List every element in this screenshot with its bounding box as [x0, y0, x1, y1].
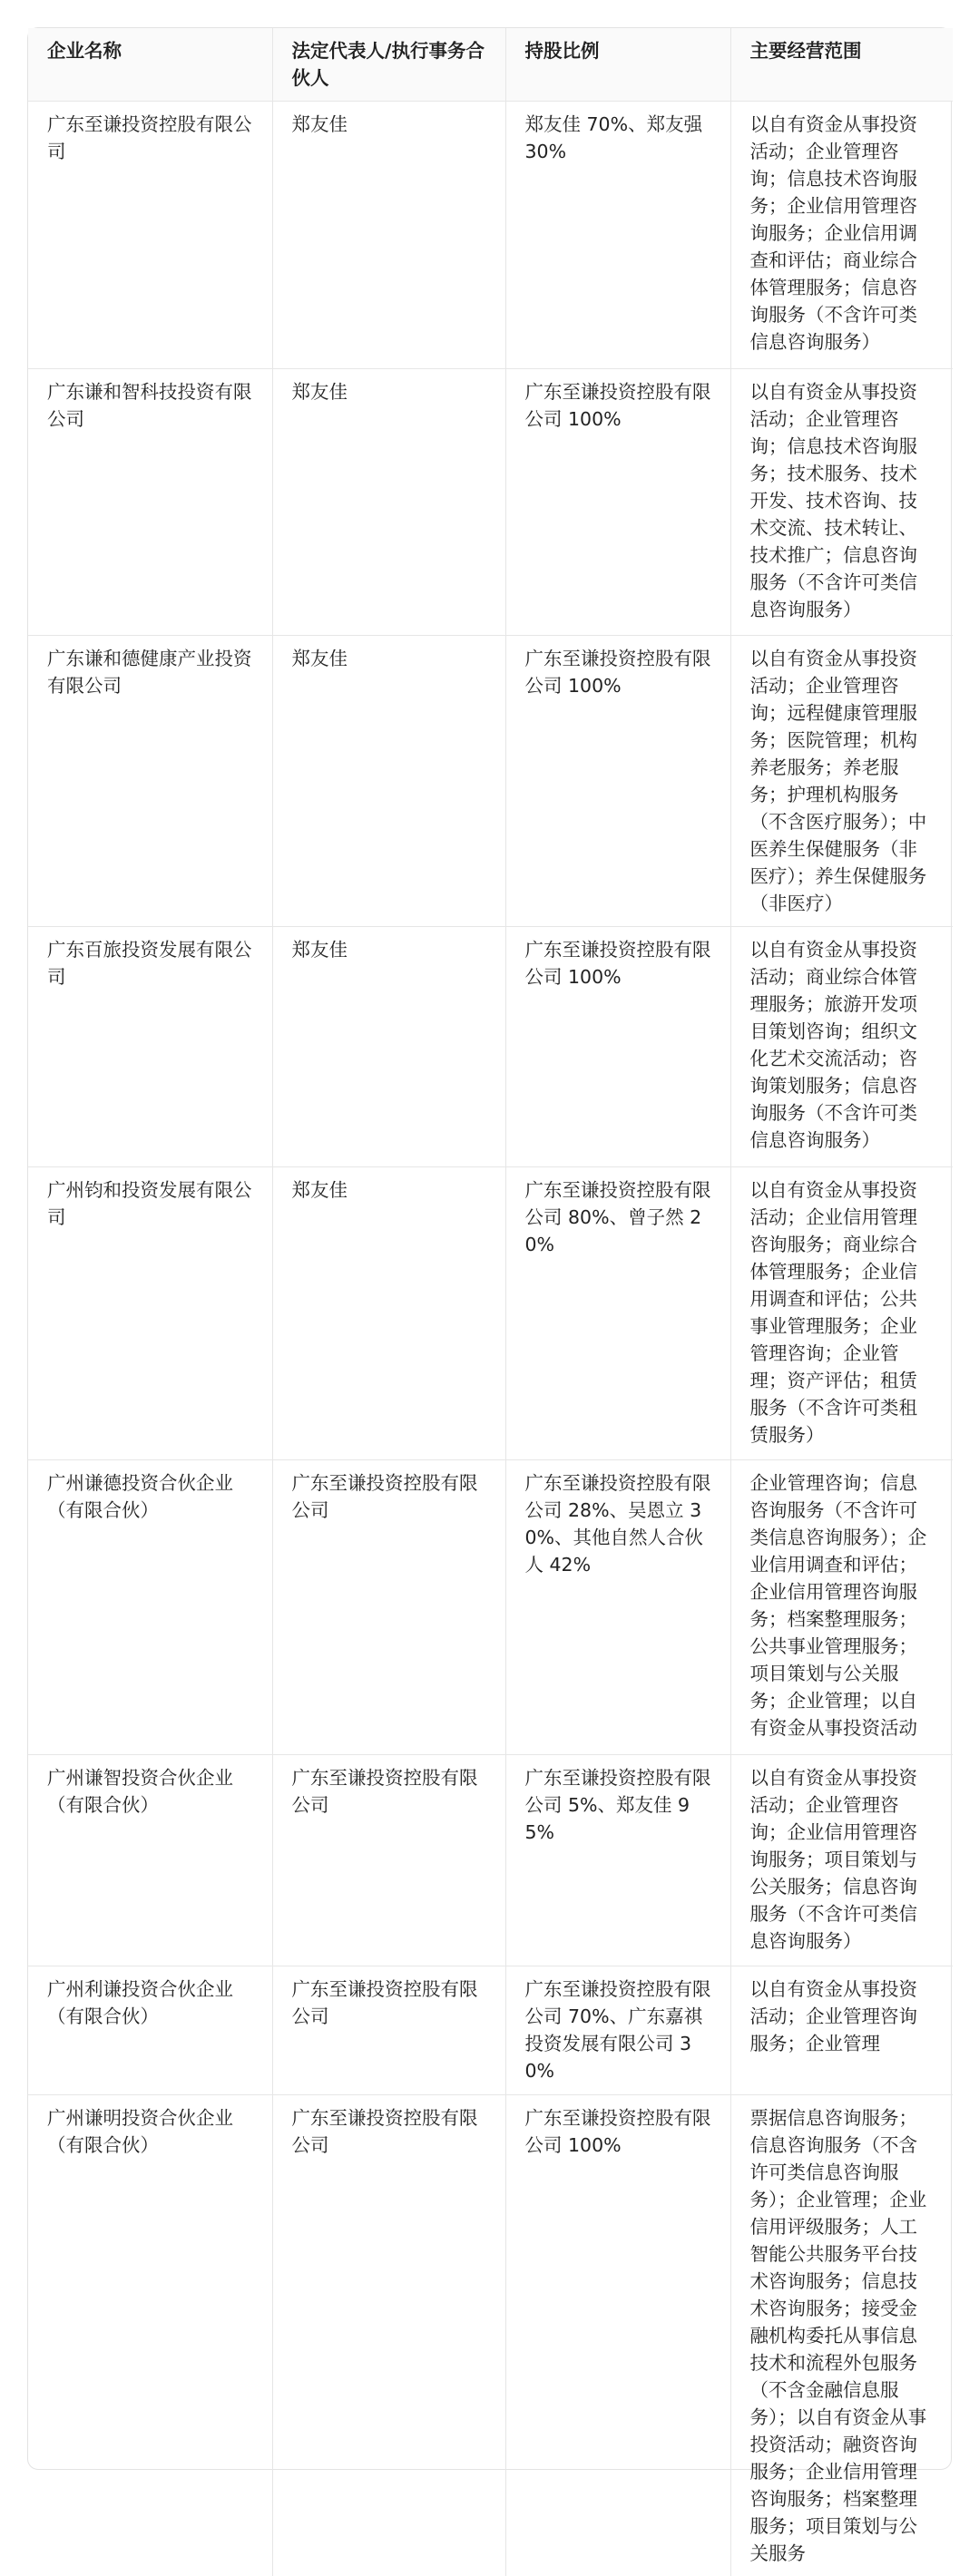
cell-shareholding: 广东至谦投资控股有限公司 100%	[505, 636, 730, 927]
cell-enterprise-name: 广州谦德投资合伙企业（有限合伙）	[28, 1460, 272, 1755]
table-row	[28, 1460, 953, 1755]
header-enterprise-name: 企业名称	[28, 28, 272, 102]
cell-shareholding: 广东至谦投资控股有限公司 100%	[505, 2095, 730, 2576]
cell-representative: 广东至谦投资控股有限公司	[272, 1460, 505, 1755]
cell-enterprise-name: 广州谦明投资合伙企业（有限合伙）	[28, 2095, 272, 2576]
cell-business-scope: 企业管理咨询；信息咨询服务（不含许可类信息咨询服务）；企业信用调查和评估；企业信用管理咨询服务；档案整理服务；公共事业管理服务；项目策划与公关服务；企业管理；以自有资金从事投资活动	[730, 1460, 953, 1755]
table-row	[28, 1755, 953, 1966]
header-shareholding: 持股比例	[505, 28, 730, 102]
cell-representative: 郑友佳	[272, 636, 505, 927]
cell-shareholding: 广东至谦投资控股有限公司 100%	[505, 927, 730, 1167]
cell-representative: 广东至谦投资控股有限公司	[272, 1755, 505, 1966]
cell-representative: 广东至谦投资控股有限公司	[272, 2095, 505, 2576]
header-row	[28, 28, 953, 102]
cell-representative: 郑友佳	[272, 1167, 505, 1460]
cell-representative: 郑友佳	[272, 927, 505, 1167]
header-representative: 法定代表人/执行事务合伙人	[272, 28, 505, 102]
cell-representative: 郑友佳	[272, 102, 505, 369]
cell-shareholding: 广东至谦投资控股有限公司 80%、曾子然 20%	[505, 1167, 730, 1460]
header-business-scope: 主要经营范围	[730, 28, 953, 102]
table-row	[28, 2095, 953, 2576]
cell-enterprise-name: 广东谦和德健康产业投资有限公司	[28, 636, 272, 927]
table-body	[28, 102, 953, 2576]
cell-business-scope: 票据信息咨询服务；信息咨询服务（不含许可类信息咨询服务）；企业管理；企业信用评级服务；人工智能公共服务平台技术咨询服务；信息技术咨询服务；接受金融机构委托从事信息技术和流程外包服务（不含金融信息服务）；以自有资金从事投资活动；融资咨询服务；企业信用管理咨询服务；档案整理服务；项目策划与公关服务	[730, 2095, 953, 2576]
cell-business-scope: 以自有资金从事投资活动；企业管理咨询服务；企业管理	[730, 1966, 953, 2095]
cell-business-scope: 以自有资金从事投资活动；商业综合体管理服务；旅游开发项目策划咨询；组织文化艺术交流活动；咨询策划服务；信息咨询服务（不含许可类信息咨询服务）	[730, 927, 953, 1167]
cell-shareholding: 广东至谦投资控股有限公司 5%、郑友佳 95%	[505, 1755, 730, 1966]
table-row	[28, 102, 953, 369]
cell-shareholding: 广东至谦投资控股有限公司 100%	[505, 369, 730, 636]
table-header	[28, 28, 953, 102]
cell-enterprise-name: 广东至谦投资控股有限公司	[28, 102, 272, 369]
table-row	[28, 1167, 953, 1460]
cell-representative: 郑友佳	[272, 369, 505, 636]
cell-shareholding: 广东至谦投资控股有限公司 70%、广东嘉祺投资发展有限公司 30%	[505, 1966, 730, 2095]
cell-enterprise-name: 广州利谦投资合伙企业（有限合伙）	[28, 1966, 272, 2095]
enterprise-table	[28, 28, 953, 2576]
cell-enterprise-name: 广东百旅投资发展有限公司	[28, 927, 272, 1167]
cell-business-scope: 以自有资金从事投资活动；企业管理咨询；信息技术咨询服务；企业信用管理咨询服务；企业信用调查和评估；商业综合体管理服务；信息咨询服务（不含许可类信息咨询服务）	[730, 102, 953, 369]
cell-business-scope: 以自有资金从事投资活动；企业管理咨询；远程健康管理服务；医院管理；机构养老服务；养老服务；护理机构服务（不含医疗服务）；中医养生保健服务（非医疗）；养生保健服务（非医疗）	[730, 636, 953, 927]
cell-business-scope: 以自有资金从事投资活动；企业管理咨询；信息技术咨询服务；技术服务、技术开发、技术咨询、技术交流、技术转让、技术推广；信息咨询服务（不含许可类信息咨询服务）	[730, 369, 953, 636]
cell-business-scope: 以自有资金从事投资活动；企业信用管理咨询服务；商业综合体管理服务；企业信用调查和评估；公共事业管理服务；企业管理咨询；企业管理；资产评估；租赁服务（不含许可类租赁服务）	[730, 1167, 953, 1460]
enterprise-table-container	[27, 27, 952, 2470]
cell-representative: 广东至谦投资控股有限公司	[272, 1966, 505, 2095]
table-row	[28, 636, 953, 927]
table-row	[28, 927, 953, 1167]
cell-shareholding: 广东至谦投资控股有限公司 28%、吴恩立 30%、其他自然人合伙人 42%	[505, 1460, 730, 1755]
cell-shareholding: 郑友佳 70%、郑友强 30%	[505, 102, 730, 369]
table-row	[28, 369, 953, 636]
cell-enterprise-name: 广东谦和智科技投资有限公司	[28, 369, 272, 636]
cell-business-scope: 以自有资金从事投资活动；企业管理咨询；企业信用管理咨询服务；项目策划与公关服务；信息咨询服务（不含许可类信息咨询服务）	[730, 1755, 953, 1966]
cell-enterprise-name: 广州钧和投资发展有限公司	[28, 1167, 272, 1460]
cell-enterprise-name: 广州谦智投资合伙企业（有限合伙）	[28, 1755, 272, 1966]
table-row	[28, 1966, 953, 2095]
